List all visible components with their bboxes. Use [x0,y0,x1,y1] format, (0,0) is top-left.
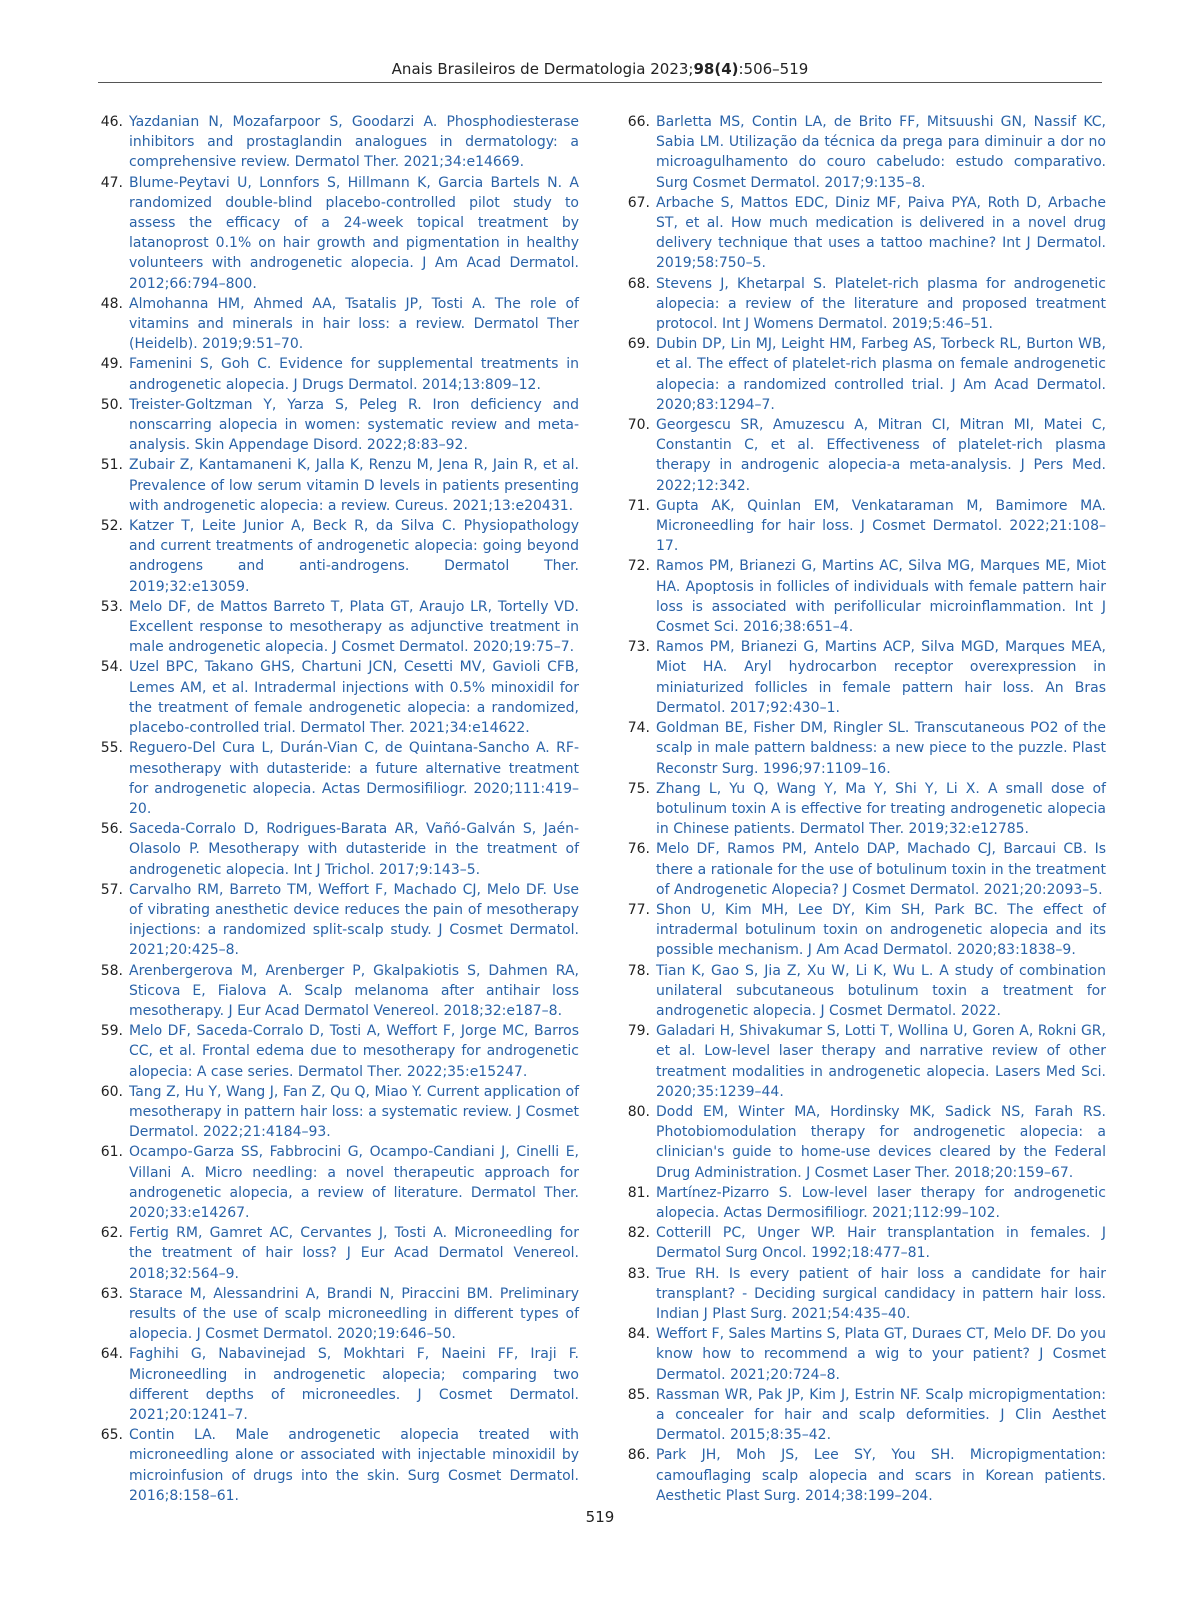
reference-item [620,900,1106,961]
reference-number: 52. [100,518,123,535]
reference-item [93,819,579,880]
reference-item [93,880,579,961]
reference-link[interactable]: Rassman WR, Pak JP, Kim J, Estrin NF. Scalp micropigmentation: a concealer for hair and scalp deformities. J Clin Aesthet Dermatol. 2015;8:35–42. [656,1386,1106,1444]
reference-link[interactable]: Famenini S, Goh C. Evidence for supplemental treatments in androgenetic alopecia. J Drugs Dermatol. 2014;13:809–12. [129,356,579,393]
reference-link[interactable]: Stevens J, Khetarpal S. Platelet-rich plasma for androgenetic alopecia: a review of the literature and proposed treatment protocol. Int J Womens Dermatol. 2019;5:46–51. [656,275,1106,333]
reference-item [93,961,579,1022]
reference-number: 49. [100,356,123,373]
reference-number: 75. [627,780,650,797]
reference-item [93,1082,579,1143]
reference-item [620,779,1106,840]
reference-link[interactable]: Georgescu SR, Amuzescu A, Mitran CI, Mitran MI, Matei C, Constantin C, et al. Effectiveness of platelet-rich plasma therapy in androgenic alopecia-a meta-analysis. J Pers Med. 2022;12:342. [656,417,1106,494]
reference-number: 65. [100,1427,123,1444]
reference-item [93,112,579,173]
reference-item [620,961,1106,1022]
reference-number: 77. [627,901,650,918]
reference-link[interactable]: Barletta MS, Contin LA, de Brito FF, Mitsuushi GN, Nassif KC, Sabia LM. Utilização da técnica da prega para diminuir a dor no microagulhamento do couro cabeludo: estudo comparativo. Surg Cosmet Dermatol. 2017;9:135–8. [656,114,1106,191]
reference-item [620,193,1106,274]
reference-number: 72. [627,558,650,575]
reference-link[interactable]: Contin LA. Male androgenetic alopecia treated with microneedling alone or associated with injectable minoxidil by microinfusion of drugs into the skin. Surg Cosmet Dermatol. 2016;8:158–61. [129,1427,579,1504]
reference-item [93,597,579,658]
reference-item [93,455,579,516]
reference-number: 86. [627,1447,650,1464]
reference-link[interactable]: Yazdanian N, Mozafarpoor S, Goodarzi A. Phosphodiesterase inhibitors and prostaglandin analogues in dermatology: a comprehensive review. Dermatol Ther. 2021;34:e14669. [129,114,579,171]
reference-link[interactable]: Cotterill PC, Unger WP. Hair transplantation in females. J Dermatol Surg Oncol. 1992;18:477–81. [656,1225,1106,1262]
reference-number: 62. [100,1225,123,1242]
reference-item [620,637,1106,718]
reference-link[interactable]: Saceda-Corralo D, Rodrigues-Barata AR, Vañó-Galván S, Jaén-Olasolo P. Mesotherapy with dutasteride in the treatment of androgenetic alopecia. Int J Trichol. 2017;9:143–5. [129,821,579,878]
journal-citation: Anais Brasileiros de Dermatologia 2023; [391,60,694,78]
reference-number: 82. [627,1225,650,1242]
reference-number: 55. [100,740,123,757]
reference-item [93,354,579,394]
reference-item [620,1102,1106,1183]
reference-number: 78. [627,962,650,979]
reference-item [93,1344,579,1425]
reference-link[interactable]: Martínez-Pizarro S. Low-level laser therapy for androgenetic alopecia. Actas Dermosifiliogr. 2021;112:99–102. [656,1184,1106,1221]
reference-number: 47. [100,174,123,191]
reference-link[interactable]: Goldman BE, Fisher DM, Ringler SL. Transcutaneous PO2 of the scalp in male pattern baldness: a new piece to the puzzle. Plast Reconstr Surg. 1996;97:1109–16. [656,720,1106,777]
reference-number: 76. [627,841,650,858]
reference-link[interactable]: Dubin DP, Lin MJ, Leight HM, Farbeg AS, Torbeck RL, Burton WB, et al. The effect of platelet-rich plasma on female androgenetic alopecia: a randomized controlled trial. J Am Acad Dermatol. 2020;83:1294–7. [656,336,1106,413]
reference-link[interactable]: Zhang L, Yu Q, Wang Y, Ma Y, Shi Y, Li X. A small dose of botulinum toxin A is effective for treating androgenetic alopecia in Chinese patients. Dermatol Ther. 2019;32:e12785. [656,780,1106,838]
reference-number: 73. [627,639,650,656]
reference-item [620,556,1106,637]
reference-link[interactable]: Fertig RM, Gamret AC, Cervantes J, Tosti A. Microneedling for the treatment of hair loss? J Eur Acad Dermatol Venereol. 2018;32:564–9. [129,1225,579,1282]
reference-link[interactable]: True RH. Is every patient of hair loss a candidate for hair transplant? - Deciding surgical candidacy in pattern hair loss. Indian J Plast Surg. 2021;54:435–40. [656,1265,1106,1322]
reference-number: 74. [627,720,650,737]
reference-item [620,274,1106,335]
reference-item [620,496,1106,557]
reference-number: 51. [100,457,123,474]
reference-number: 70. [627,417,650,434]
references-left-column [93,112,579,1506]
reference-number: 85. [627,1386,650,1403]
reference-number: 56. [100,821,123,838]
reference-number: 68. [627,275,650,292]
reference-link[interactable]: Faghihi G, Nabavinejad S, Mokhtari F, Naeini FF, Iraji F. Microneedling in androgenetic alopecia; comparing two different depths of microneedles. J Cosmet Dermatol. 2021;20:1241–7. [129,1346,579,1423]
reference-item [93,294,579,355]
volume-issue: 98(4) [693,60,739,78]
reference-link[interactable]: Dodd EM, Winter MA, Hordinsky MK, Sadick NS, Farah RS. Photobiomodulation therapy for androgenetic alopecia: a clinician's guide to home-use devices cleared by the Federal Drug Administration. J Cosmet Laser Ther. 2018;20:159–67. [656,1103,1106,1181]
reference-item [93,1021,579,1082]
reference-link[interactable]: Ramos PM, Brianezi G, Martins AC, Silva MG, Marques ME, Miot HA. Apoptosis in follicles of individuals with female pattern hair loss is associated with perifollicular microinflammation. Int J Cosmet Sci. 2016;38:651–4. [656,558,1106,636]
reference-item [620,1264,1106,1325]
reference-number: 58. [100,962,123,979]
reference-link[interactable]: Ocampo-Garza SS, Fabbrocini G, Ocampo-Candiani J, Cinelli E, Villani A. Micro needling: a novel therapeutic approach for androgenetic alopecia, a review of literature. Dermatol Ther. 2020;33:e14267. [129,1144,579,1221]
reference-item [93,173,579,294]
reference-item [93,1223,579,1284]
reference-number: 79. [627,1023,650,1040]
reference-item [93,1425,579,1506]
reference-link[interactable]: Tang Z, Hu Y, Wang J, Fan Z, Qu Q, Miao Y. Current application of mesotherapy in pattern hair loss: a systematic review. J Cosmet Dermatol. 2022;21:4184–93. [129,1083,579,1141]
reference-item [620,839,1106,900]
reference-item [620,718,1106,779]
reference-item [93,738,579,819]
reference-number: 54. [100,659,123,676]
reference-item [620,1324,1106,1385]
reference-link[interactable]: Starace M, Alessandrini A, Brandi N, Piraccini BM. Preliminary results of the use of scalp microneedling in different types of alopecia. J Cosmet Dermatol. 2020;19:646–50. [129,1285,579,1343]
reference-item [620,1223,1106,1263]
reference-link[interactable]: Tian K, Gao S, Jia Z, Xu W, Li K, Wu L. A study of combination unilateral subcutaneous botulinum toxin a treatment for androgenetic alopecia. J Cosmet Dermatol. 2022. [656,962,1106,1019]
reference-item [93,516,579,597]
reference-link[interactable]: Arenbergerova M, Arenberger P, Gkalpakiotis S, Dahmen RA, Sticova E, Fialova A. Scalp melanoma after antihair loss mesotherapy. J Eur Acad Dermatol Venereol. 2018;32:e187–8. [129,962,579,1019]
reference-link[interactable]: Uzel BPC, Takano GHS, Chartuni JCN, Cesetti MV, Gavioli CFB, Lemes AM, et al. Intradermal injections with 0.5% minoxidil for the treatment of female androgenetic alopecia: a randomized, placebo-controlled trial. Dermatol Ther. 2021;34:e14622. [129,659,579,737]
reference-item [93,657,579,738]
reference-item [93,395,579,456]
reference-link[interactable]: Melo DF, de Mattos Barreto T, Plata GT, Araujo LR, Tortelly VD. Excellent response to mesotherapy as adjunctive treatment in male androgenetic alopecia. J Cosmet Dermatol. 2020;19:75–7. [129,598,579,656]
reference-number: 57. [100,881,123,898]
reference-link[interactable]: Melo DF, Ramos PM, Antelo DAP, Machado CJ, Barcaui CB. Is there a rationale for the use of botulinum toxin in the treatment of Androgenetic Alopecia? J Cosmet Dermatol. 2021;20:2093–5. [656,841,1106,898]
running-header [98,60,1102,83]
reference-link[interactable]: Reguero-Del Cura L, Durán-Vian C, de Quintana-Sancho A. RF-mesotherapy with dutasteride: a future alternative treatment for androgenetic alopecia. Actas Dermosifiliogr. 2020;111:419–20. [129,740,579,817]
reference-link[interactable]: Blume-Peytavi U, Lonnfors S, Hillmann K, Garcia Bartels N. A randomized double-blind placebo-controlled pilot study to assess the efficacy of a 24-week topical treatment by latanoprost 0.1% on hair growth and pigmentation in healthy volunteers with androgenetic alopecia. J Am Acad Dermatol. 2012;66:794–800. [129,174,579,292]
reference-number: 50. [100,396,123,413]
page-number: 519 [585,1508,615,1526]
reference-number: 46. [100,114,123,130]
reference-number: 64. [100,1346,123,1363]
reference-number: 81. [627,1184,650,1201]
references-right-column [620,112,1106,1506]
reference-item [620,1183,1106,1223]
reference-item [93,1142,579,1223]
reference-link[interactable]: Arbache S, Mattos EDC, Diniz MF, Paiva PYA, Roth D, Arbache ST, et al. How much medication is delivered in a novel drug delivery technique that uses a tattoo machine? Int J Dermatol. 2019;58:750–5. [656,194,1106,272]
reference-number: 60. [100,1083,123,1100]
reference-number: 53. [100,598,123,615]
reference-link[interactable]: Park JH, Moh JS, Lee SY, You SH. Micropigmentation: camouflaging scalp alopecia and scars in Korean patients. Aesthetic Plast Surg. 2014;38:199–204. [656,1447,1106,1504]
reference-item [620,1445,1106,1506]
reference-link[interactable]: Weffort F, Sales Martins S, Plata GT, Duraes CT, Melo DF. Do you know how to recommend a wig to your patient? J Cosmet Dermatol. 2021;20:724–8. [656,1326,1106,1383]
reference-link[interactable]: Shon U, Kim MH, Lee DY, Kim SH, Park BC. The effect of intradermal botulinum toxin on androgenetic alopecia and its possible mechanism. J Am Acad Dermatol. 2020;83:1838–9. [656,901,1106,959]
reference-link[interactable]: Carvalho RM, Barreto TM, Weffort F, Machado CJ, Melo DF. Use of vibrating anesthetic device reduces the pain of mesotherapy injections: a randomized split-scalp study. J Cosmet Dermatol. 2021;20:425–8. [129,881,579,959]
reference-number: 66. [627,114,650,130]
reference-item [620,1385,1106,1446]
reference-number: 83. [627,1265,650,1282]
reference-number: 84. [627,1326,650,1343]
reference-item [620,415,1106,496]
reference-link[interactable]: Ramos PM, Brianezi G, Martins ACP, Silva MGD, Marques MEA, Miot HA. Aryl hydrocarbon receptor overexpression in miniaturized follicles in female pattern hair loss. An Bras Dermatol. 2017;92:430–1. [656,639,1106,716]
reference-item [93,1284,579,1345]
reference-link[interactable]: Treister-Goltzman Y, Yarza S, Peleg R. Iron deficiency and nonscarring alopecia in women: systematic review and meta-analysis. Skin Appendage Disord. 2022;8:83–92. [129,396,579,454]
page-range: :506–519 [738,60,809,78]
reference-item [620,1021,1106,1102]
reference-number: 69. [627,336,650,353]
reference-link[interactable]: Almohanna HM, Ahmed AA, Tsatalis JP, Tosti A. The role of vitamins and minerals in hair loss: a review. Dermatol Ther (Heidelb). 2019;9:51–70. [129,295,579,353]
reference-number: 71. [627,497,650,514]
reference-item [620,334,1106,415]
reference-link[interactable]: Zubair Z, Kantamaneni K, Jalla K, Renzu M, Jena R, Jain R, et al. Prevalence of low serum vitamin D levels in patients presenting with androgenetic alopecia: a review. Cureus. 2021;13:e20431. [129,457,579,514]
reference-number: 61. [100,1144,123,1161]
reference-link[interactable]: Gupta AK, Quinlan EM, Venkataraman M, Bamimore MA. Microneedling for hair loss. J Cosmet Dermatol. 2022;21:108–17. [656,497,1106,555]
reference-number: 48. [100,295,123,312]
reference-item [620,112,1106,193]
reference-number: 67. [627,194,650,211]
reference-link[interactable]: Melo DF, Saceda-Corralo D, Tosti A, Weffort F, Jorge MC, Barros CC, et al. Frontal edema due to mesotherapy for androgenetic alopecia: A case series. Dermatol Ther. 2022;35:e15247. [129,1023,579,1080]
reference-link[interactable]: Galadari H, Shivakumar S, Lotti T, Wollina U, Goren A, Rokni GR, et al. Low-level laser therapy and narrative review of other treatment modalities in androgenetic alopecia. Lasers Med Sci. 2020;35:1239–44. [656,1023,1106,1100]
reference-number: 59. [100,1023,123,1040]
reference-link[interactable]: Katzer T, Leite Junior A, Beck R, da Silva C. Physiopathology and current treatments of androgenetic alopecia: going beyond androgens and anti-androgens. Dermatol Ther. 2019;32:e13059. [129,518,579,595]
reference-number: 63. [100,1285,123,1302]
reference-number: 80. [627,1103,650,1120]
